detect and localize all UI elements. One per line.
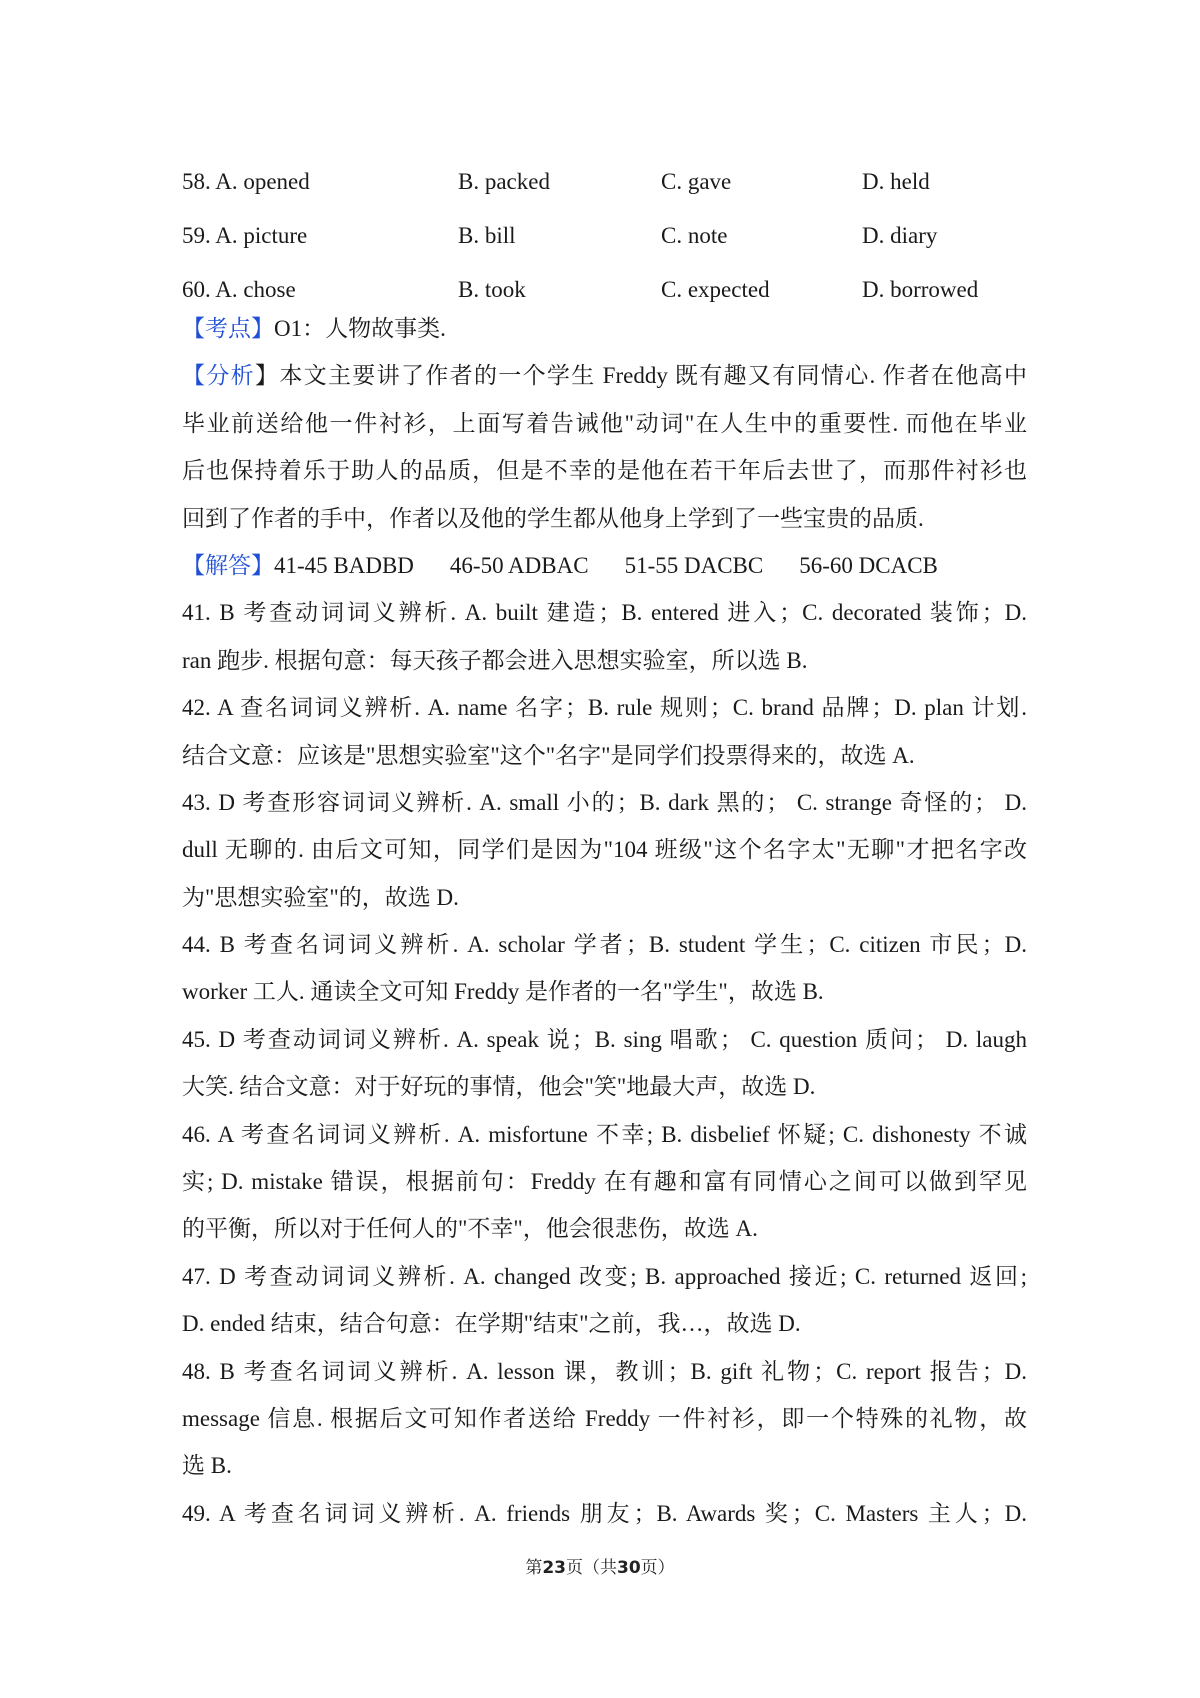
explanation-line: 42. A 查名词词义辨析. A. name 名字；B. rule 规则；C. brand 品牌；D. plan 计划.	[182, 695, 1027, 721]
option-a: 59. A. picture	[182, 223, 308, 248]
option-row	[182, 209, 1042, 263]
answer-group: 51-55 DACBC	[624, 552, 764, 578]
option-c: C. expected	[661, 277, 770, 302]
option-c: C. note	[661, 223, 728, 248]
explanation-line: ran 跑步. 根据句意：每天孩子都会进入思想实验室，所以选 B.	[182, 647, 808, 673]
total-pages: 30	[617, 1558, 641, 1578]
explanation-line: 选 B.	[182, 1453, 232, 1479]
explanation-line: dull 无聊的. 由后文可知，同学们是因为"104 班级"这个名字太"无聊"才把名字改	[182, 837, 1027, 863]
explanation-line: 48. B 考查名词词义辨析. A. lesson 课，教训；B. gift 礼物；C. report 报告；D.	[182, 1358, 1027, 1384]
option-c: C. gave	[661, 169, 732, 194]
explanation-line: 47. D 考查动词词义辨析. A. changed 改变; B. approached 接近; C. returned 返回;	[182, 1263, 1027, 1289]
explanation-line: 45. D 考查动词词义辨析. A. speak 说；B. sing 唱歌； C. question 质问； D. laugh	[182, 1026, 1027, 1052]
option-a: 60. A. chose	[182, 277, 296, 302]
option-b: B. bill	[458, 223, 516, 248]
kaodian-text: O1：人物故事类.	[274, 316, 446, 341]
answer-group: 41-45 BADBD	[274, 552, 414, 578]
explanation-line: 实; D. mistake 错误，根据前句：Freddy 在有趣和富有同情心之间可以做到罕见	[182, 1169, 1027, 1195]
option-d: D. borrowed	[862, 277, 979, 302]
option-d: D. diary	[862, 223, 938, 248]
solution-body	[182, 305, 1027, 1537]
option-b: B. took	[458, 277, 526, 302]
explanation-line: 43. D 考查形容词词义辨析. A. small 小的；B. dark 黑的； C. strange 奇怪的； D.	[182, 789, 1027, 815]
answer-group: 46-50 ADBAC	[449, 552, 589, 578]
option-a: 58. A. opened	[182, 169, 310, 194]
explanation-line: 44. B 考查名词词义辨析. A. scholar 学者；B. student 学生；C. citizen 市民；D.	[182, 932, 1027, 958]
fenxi-line: 后也保持着乐于助人的品质，但是不幸的是他在若干年后去世了，而那件衬衫也	[182, 458, 1027, 484]
jieda-tag: 【解答】	[182, 552, 274, 578]
option-b: B. packed	[458, 169, 550, 194]
explanation-line: 的平衡，所以对于任何人的"不幸"，他会很悲伤，故选 A.	[182, 1216, 758, 1242]
jieda-line	[182, 542, 1027, 589]
answer-group: 56-60 DCACB	[799, 552, 938, 578]
page-footer: 第23页（共30页）	[525, 1558, 675, 1578]
kaodian-line	[182, 305, 1027, 352]
option-d: D. held	[862, 169, 930, 194]
explanation-line: message 信息. 根据后文可知作者送给 Freddy 一件衬衫，即一个特殊的礼物，故	[182, 1405, 1027, 1431]
explanation-line: 结合文意：应该是"思想实验室"这个"名字"是同学们投票得来的，故选 A.	[182, 742, 915, 768]
explanation-line: 大笑. 结合文意：对于好玩的事情，他会"笑"地最大声，故选 D.	[182, 1074, 816, 1100]
kaodian-tag: 【考点】	[182, 316, 274, 341]
explanation-line: worker 工人. 通读全文可知 Freddy 是作者的一名"学生"，故选 B.	[182, 979, 824, 1005]
page-number: 23	[542, 1558, 566, 1578]
explanation-line: 49. A 考查名词词义辨析. A. friends 朋友；B. Awards 奖；C. Masters 主人；D.	[182, 1500, 1027, 1526]
explanation-line: 46. A 考查名词词义辨析. A. misfortune 不幸; B. disbelief 怀疑; C. dishonesty 不诚	[182, 1121, 1027, 1147]
option-row	[182, 155, 1042, 209]
answer-options	[182, 155, 1042, 317]
fenxi-line: 【分析】本文主要讲了作者的一个学生 Freddy 既有趣又有同情心. 作者在他高中	[182, 363, 1027, 389]
explanation-line: D. ended 结束，结合句意：在学期"结束"之前，我…，故选 D.	[182, 1311, 801, 1337]
explanation-line: 41. B 考查动词词义辨析. A. built 建造；B. entered 进入；C. decorated 装饰；D.	[182, 600, 1027, 626]
fenxi-tag: 【分析	[182, 363, 255, 389]
fenxi-line: 回到了作者的手中，作者以及他的学生都从他身上学到了一些宝贵的品质.	[182, 505, 924, 531]
explanation-line: 为"思想实验室"的，故选 D.	[182, 884, 459, 910]
fenxi-line: 毕业前送给他一件衬衫，上面写着告诫他"动词"在人生中的重要性. 而他在毕业	[182, 410, 1027, 436]
